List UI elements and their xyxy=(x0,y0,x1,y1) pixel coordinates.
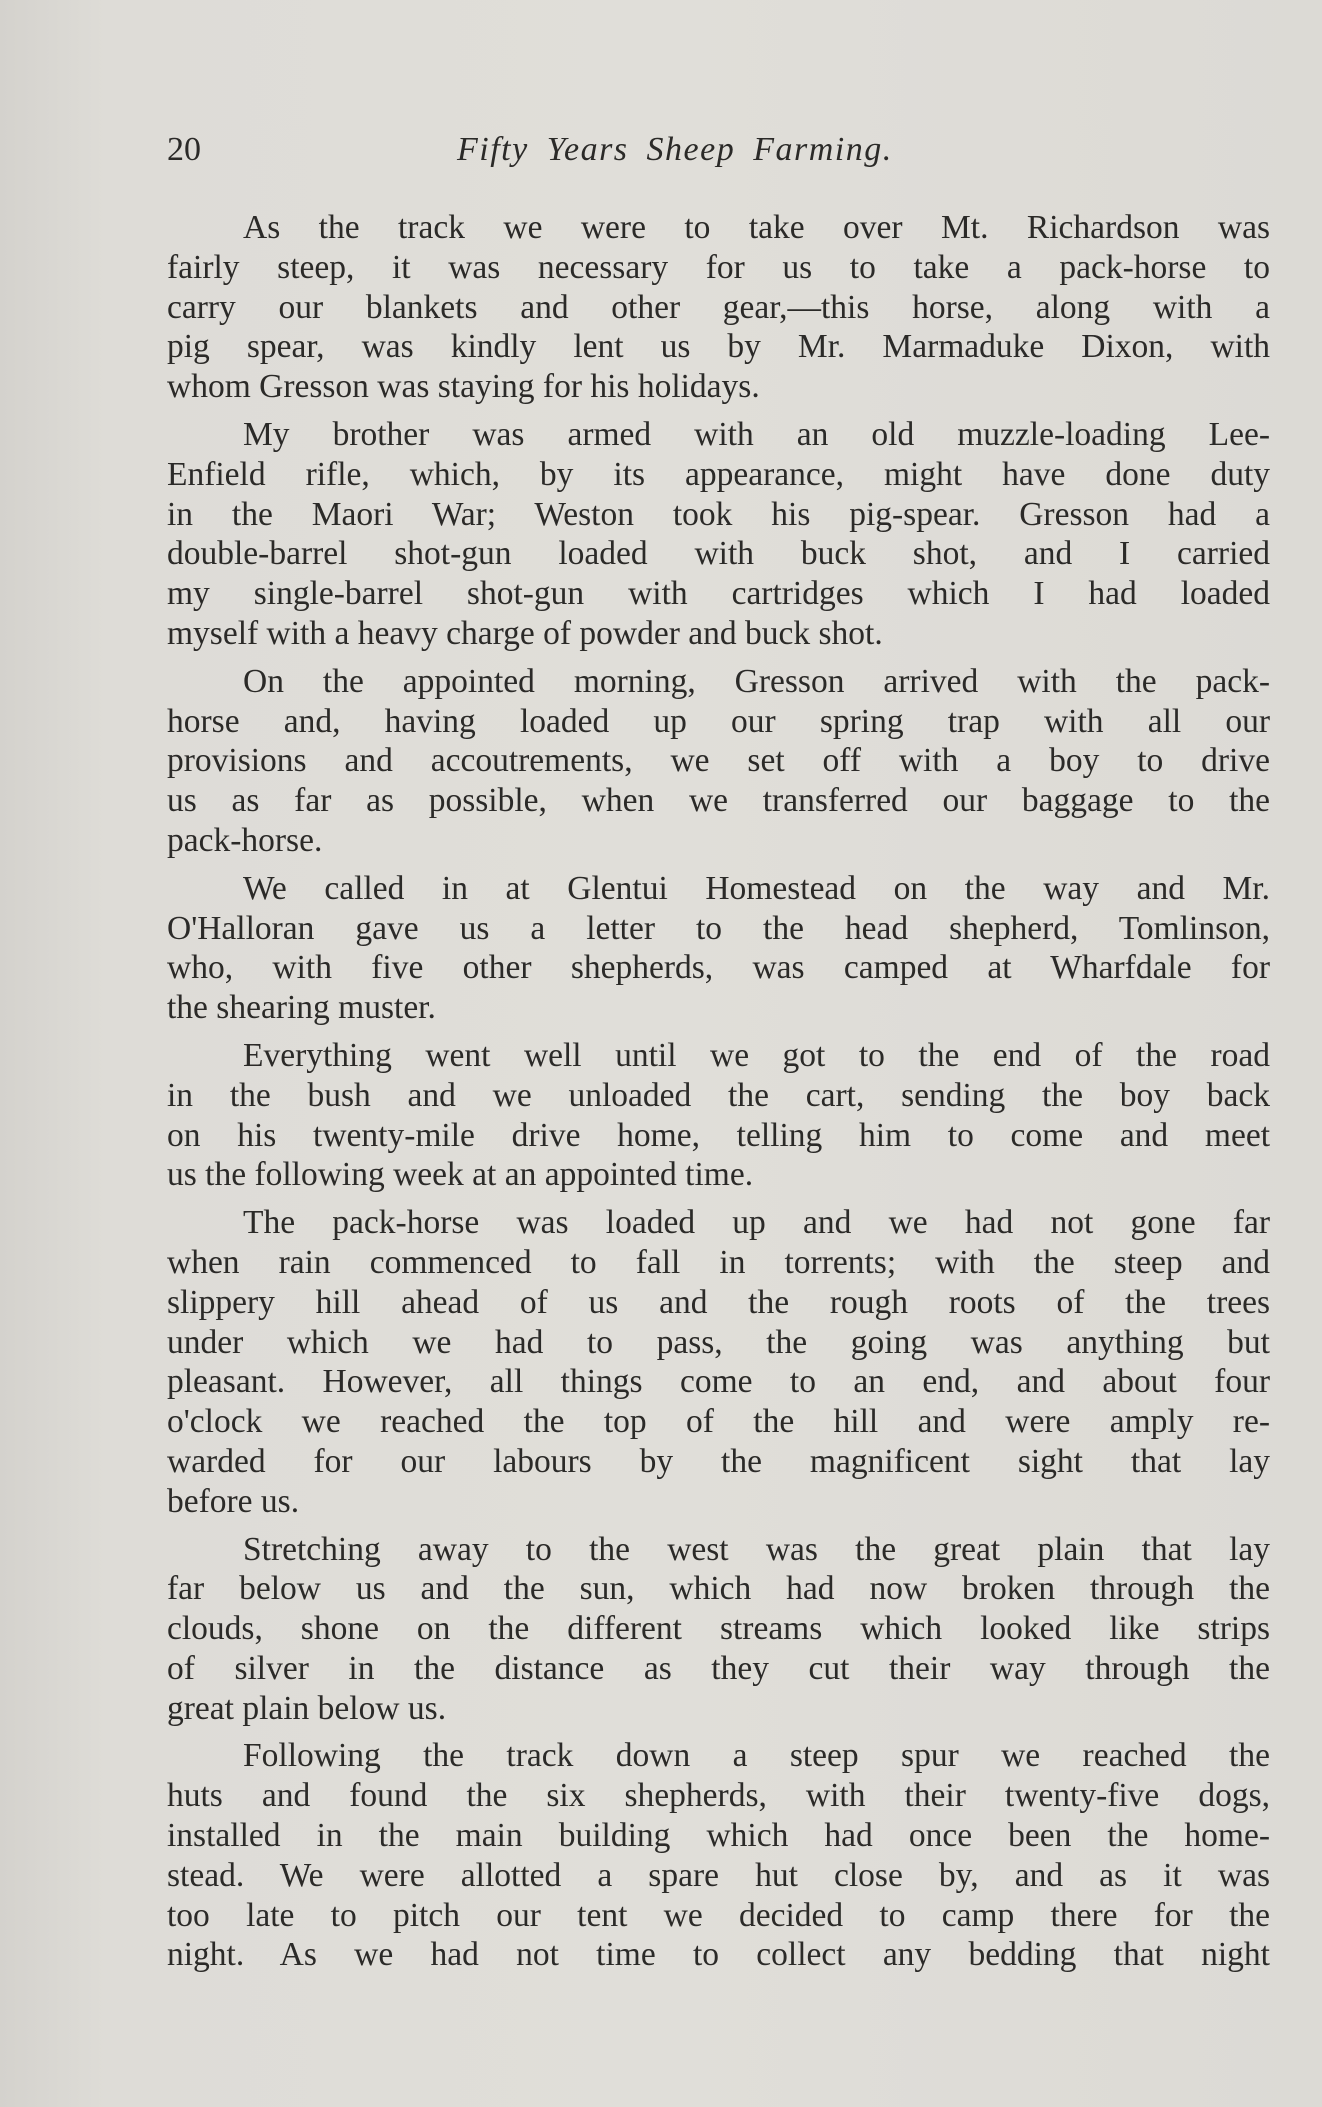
page-number: 20 xyxy=(167,131,201,168)
body-text xyxy=(167,208,1270,1983)
text-line: O'Halloran gave us a letter to the head shepherd, Tomlinson, xyxy=(167,909,1270,947)
text-line: Enfield rifle, which, by its appearance, might have done duty xyxy=(167,455,1270,493)
text-line: us the following week at an appointed time. xyxy=(167,1156,754,1194)
text-line: Stretching away to the west was the great plain that lay xyxy=(243,1530,1270,1568)
paragraph xyxy=(167,1530,1270,1729)
text-line: my single-barrel shot-gun with cartridges which I had loaded xyxy=(167,575,1270,613)
text-line: whom Gresson was staying for his holidays. xyxy=(167,368,760,406)
text-line: pack-horse. xyxy=(167,821,323,859)
text-line: fairly steep, it was necessary for us to take a pack-horse to xyxy=(167,248,1270,286)
paragraph xyxy=(167,662,1270,861)
text-line: far below us and the sun, which had now broken through the xyxy=(167,1570,1270,1608)
text-line: on his twenty-mile drive home, telling him to come and meet xyxy=(167,1116,1270,1154)
text-line: of silver in the distance as they cut their way through the xyxy=(167,1649,1270,1687)
paragraph xyxy=(167,1203,1270,1521)
text-line: On the appointed morning, Gresson arrived with the pack- xyxy=(243,662,1270,700)
text-line: great plain below us. xyxy=(167,1689,447,1727)
text-line: provisions and accoutrements, we set off with a boy to drive xyxy=(167,742,1270,780)
text-line: Following the track down a steep spur we reached the xyxy=(243,1737,1270,1775)
text-line: The pack-horse was loaded up and we had not gone far xyxy=(243,1204,1270,1242)
running-title: Fifty Years Sheep Farming. xyxy=(457,131,893,168)
text-line: stead. We were allotted a spare hut close by, and as it was xyxy=(167,1856,1270,1894)
text-line: As the track we were to take over Mt. Richardson was xyxy=(243,209,1270,246)
text-line: too late to pitch our tent we decided to camp there for the xyxy=(167,1896,1270,1934)
text-line: pleasant. However, all things come to an end, and about four xyxy=(167,1363,1270,1401)
text-line: slippery hill ahead of us and the rough roots of the trees xyxy=(167,1283,1270,1321)
text-line: myself with a heavy charge of powder and buck shot. xyxy=(167,614,883,652)
text-line: who, with five other shepherds, was camped at Wharfdale for xyxy=(167,949,1270,987)
paragraph xyxy=(167,869,1270,1028)
paragraph xyxy=(167,1036,1270,1195)
text-line: double-barrel shot-gun loaded with buck shot, and I carried xyxy=(167,535,1270,573)
text-line: warded for our labours by the magnificent sight that lay xyxy=(167,1442,1270,1480)
text-line: horse and, having loaded up our spring trap with all our xyxy=(167,702,1270,740)
text-line: the shearing muster. xyxy=(167,989,436,1027)
text-line: carry our blankets and other gear,—this horse, along with a xyxy=(167,288,1270,326)
text-line: installed in the main building which had once been the home- xyxy=(167,1817,1270,1855)
text-line: Everything went well until we got to the end of the road xyxy=(243,1036,1270,1074)
text-line: when rain commenced to fall in torrents; with the steep and xyxy=(167,1243,1270,1281)
text-line: under which we had to pass, the going was anything but xyxy=(167,1323,1270,1361)
paragraph xyxy=(167,415,1270,654)
text-line: We called in at Glentui Homestead on the way and Mr. xyxy=(243,869,1270,907)
text-line: in the Maori War; Weston took his pig-spear. Gresson had a xyxy=(167,495,1270,533)
text-line: pig spear, was kindly lent us by Mr. Marmaduke Dixon, with xyxy=(167,328,1270,366)
text-line: clouds, shone on the different streams which looked like strips xyxy=(167,1610,1270,1648)
text-line: us as far as possible, when we transferred our baggage to the xyxy=(167,782,1270,820)
text-line: night. As we had not time to collect any bedding that night xyxy=(167,1936,1270,1974)
text-line: huts and found the six shepherds, with their twenty-five dogs, xyxy=(167,1777,1270,1815)
text-line: before us. xyxy=(167,1482,300,1520)
text-line: My brother was armed with an old muzzle-loading Lee- xyxy=(243,415,1270,453)
page-header xyxy=(167,130,1267,180)
paragraph xyxy=(167,1736,1270,1975)
text-line: o'clock we reached the top of the hill and were amply re- xyxy=(167,1403,1270,1441)
text-line: in the bush and we unloaded the cart, sending the boy back xyxy=(167,1076,1270,1114)
paragraph xyxy=(167,208,1270,407)
